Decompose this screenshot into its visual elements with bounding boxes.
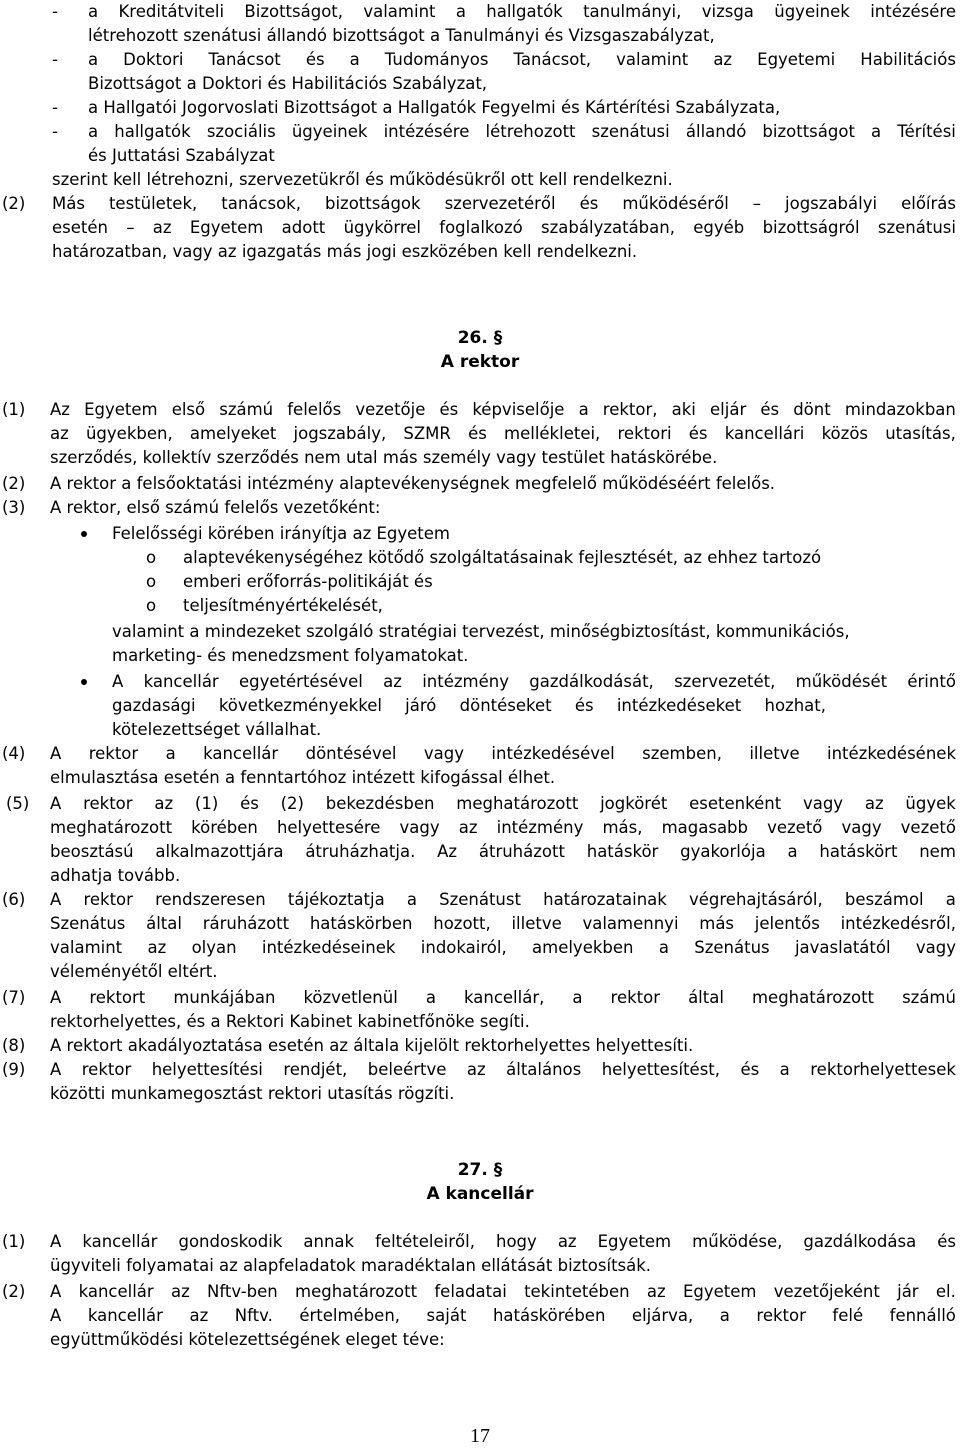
paragraph-text: A kancellár az Nftv. értelmében, saját hatáskörében eljárva, a rektor felé fennálló (50, 1306, 956, 1325)
paragraph-text: Más testületek, tanácsok, bizottságok szervezetéről és működéséről – jogszabályi előírás (52, 194, 956, 213)
section-title: A rektor (440, 352, 520, 372)
paragraph-label: (7) (2, 988, 26, 1007)
bullet-text: kötelezettséget vállalhat. (112, 720, 322, 739)
paragraph-text: valamint az olyan intézkedéseinek indokairól, amelyekben a Szenátus javaslatától vagy (50, 938, 956, 957)
paragraph-label: (4) (2, 744, 26, 763)
paragraph-text: A rektor a kancellár döntésével vagy intézkedésével szemben, illetve intézkedésének (50, 744, 956, 763)
sublist-text: emberi erőforrás-politikáját és (183, 572, 433, 591)
paragraph-text: Szenátus által ráruházott hatáskörben hozott, illetve valamennyi más jelentős intézkedésről, (50, 914, 956, 933)
page-number: 17 (470, 1425, 490, 1447)
paragraph-text: A kancellár az Nftv-ben meghatározott feladatai tekintetében az Egyetem vezetőjeként jár el. (50, 1282, 956, 1301)
bullet-text: valamint a mindezeket szolgáló stratégiai tervezést, minőségbiztosítást, kommunikációs, (112, 622, 850, 641)
paragraph-label: (1) (2, 1232, 26, 1251)
list-dash: - (52, 98, 58, 117)
section-sign: § (493, 1160, 503, 1180)
list-item-text: a Kreditátviteli Bizottságot, valamint a hallgatók tanulmányi, vizsga ügyeinek intézésére (88, 2, 956, 21)
paragraph-text: elmulasztása esetén a fenntartóhoz intézett kifogással élhet. (50, 768, 556, 787)
bullet-icon (81, 531, 87, 537)
paragraph-label: (3) (2, 498, 26, 517)
paragraph-text: esetén – az Egyetem adott ügykörrel foglalkozó szabályzatában, egyéb bizottságról szenátusi (52, 218, 956, 237)
sublist-text: teljesítményértékelését, (183, 596, 383, 615)
paragraph-text: ügyviteli folyamatai az alapfeladatok maradéktalan ellátását biztosítsák. (50, 1256, 652, 1275)
paragraph-text: A rektor a felsőoktatási intézmény alaptevékenységnek megfelelő működéséért felelős. (50, 474, 776, 493)
paragraph-label: (1) (2, 400, 26, 419)
section-title: A kancellár (426, 1184, 534, 1204)
paragraph-text: szerződés, kollektív szerződés nem utal más személy vagy testület hatáskörébe. (50, 448, 718, 467)
section-number-value: 27. (457, 1160, 488, 1180)
paragraph-text: Az Egyetem első számú felelős vezetője és képviselője a rektor, aki eljár és dönt mindazokban (50, 400, 956, 419)
section-sign: § (493, 328, 503, 348)
list-dash: - (52, 2, 58, 21)
bullet-text: gazdasági következményekkel járó döntéseket és intézkedéseket hozhat, (112, 696, 826, 715)
paragraph-text: beosztású alkalmazottjára átruházhatja. Az átruházott hatáskör gyakorlója a hatáskört nem (50, 842, 956, 861)
sublist-marker: o (146, 572, 157, 591)
list-dash: - (52, 122, 58, 141)
sublist-marker: o (146, 548, 157, 567)
list-item-text: a Hallgatói Jogorvoslati Bizottságot a Hallgatók Fegyelmi és Kártérítési Szabályzata, (88, 98, 781, 117)
paragraph-label: (6) (2, 890, 26, 909)
section-number-value: 26. (457, 328, 488, 348)
paragraph-text: A rektort akadályoztatása esetén az általa kijelölt rektorhelyettes helyettesíti. (50, 1036, 694, 1055)
paragraph-text: A rektor helyettesítési rendjét, beleértve az általános helyettesítést, és a rektorhelyettesek (50, 1060, 956, 1079)
paragraph-label: (2) (2, 1282, 26, 1301)
paragraph-text: adhatja tovább. (50, 866, 181, 885)
paragraph-text: határozatban, vagy az igazgatás más jogi eszközében kell rendelkezni. (52, 242, 638, 261)
list-item-text: a hallgatók szociális ügyeinek intézésére létrehozott szenátusi állandó bizottságot a Térítési (88, 122, 956, 141)
paragraph-text: szerint kell létrehozni, szervezetükről és működésükről ott kell rendelkezni. (52, 170, 673, 189)
paragraph-text: meghatározott körében helyettesére vagy az intézmény más, magasabb vezető vagy vezető (50, 818, 956, 837)
paragraph-text: A kancellár gondoskodik annak feltételeiről, hogy az Egyetem működése, gazdálkodása és (50, 1232, 956, 1251)
list-item-text: a Doktori Tanácsot és a Tudományos Tanácsot, valamint az Egyetemi Habilitációs (88, 50, 956, 69)
paragraph-text: A rektor az (1) és (2) bekezdésben meghatározott jogkörét esetenként vagy az ügyek (50, 794, 956, 813)
list-item-text: létrehozott szenátusi állandó bizottságot a Tanulmányi és Vizsgaszabályzat, (88, 26, 715, 45)
paragraph-label: (8) (2, 1036, 26, 1055)
list-dash: - (52, 50, 58, 69)
paragraph-label: (2) (2, 194, 26, 213)
paragraph-label: (9) (2, 1060, 26, 1079)
paragraph-label: (5) (6, 794, 30, 813)
section-number (0, 1158, 960, 1182)
paragraph-text: A rektort munkájában közvetlenül a kancellár, a rektor által meghatározott számú (50, 988, 956, 1007)
section-number (0, 326, 960, 350)
list-item-text: és Juttatási Szabályzat (88, 146, 275, 165)
paragraph-text: az ügyekben, amelyeket jogszabály, SZMR és mellékletei, rektori és kancellári közös utasítás, (50, 424, 956, 443)
bullet-icon (81, 679, 87, 685)
sublist-marker: o (146, 596, 157, 615)
paragraph-text: A rektor, első számú felelős vezetőként: (50, 498, 381, 517)
bullet-text: Felelősségi körében irányítja az Egyetem (112, 524, 450, 543)
list-item-text: Bizottságot a Doktori és Habilitációs Szabályzat, (88, 74, 488, 93)
paragraph-text: A rektor rendszeresen tájékoztatja a Szenátust határozatainak végrehajtásáról, beszámol a (50, 890, 956, 909)
bullet-text: A kancellár egyetértésével az intézmény gazdálkodását, szervezetét, működését érintő (112, 672, 956, 691)
paragraph-label: (2) (2, 474, 26, 493)
paragraph-text: véleményétől eltért. (50, 962, 218, 981)
paragraph-text: közötti munkamegosztást rektori utasítás rögzíti. (50, 1084, 455, 1103)
sublist-text: alaptevékenységéhez kötődő szolgáltatásainak fejlesztését, az ehhez tartozó (183, 548, 822, 567)
paragraph-text: rektorhelyettes, és a Rektori Kabinet kabinetfőnöke segíti. (50, 1012, 530, 1031)
paragraph-text: együttműködési kötelezettségének eleget téve: (50, 1330, 445, 1349)
bullet-text: marketing- és menedzsment folyamatokat. (112, 646, 469, 665)
